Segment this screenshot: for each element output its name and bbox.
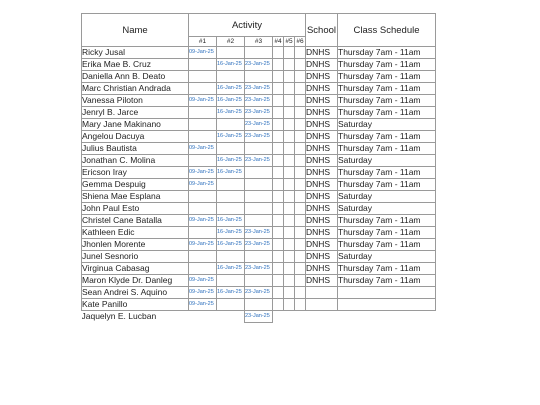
- activity-1-date[interactable]: [189, 191, 217, 203]
- activity-3-date[interactable]: [245, 191, 273, 203]
- activity-6-date[interactable]: [295, 167, 306, 179]
- activity-1-date[interactable]: 09-Jan-25: [189, 215, 217, 227]
- school-cell[interactable]: DNHS: [306, 179, 338, 191]
- school-cell[interactable]: DNHS: [306, 95, 338, 107]
- table-row: [82, 179, 436, 191]
- header-activity: Activity: [189, 14, 306, 37]
- table-row: [82, 107, 436, 119]
- activity-1-date[interactable]: [189, 131, 217, 143]
- activity-4-date[interactable]: [273, 203, 284, 215]
- activity-3-date[interactable]: [245, 47, 273, 59]
- activity-2-date[interactable]: [217, 191, 245, 203]
- table-row: [82, 203, 436, 215]
- activity-5-date[interactable]: [284, 251, 295, 263]
- activity-6-date[interactable]: [295, 287, 306, 299]
- class-schedule-cell[interactable]: Thursday 7am - 11am: [338, 167, 436, 179]
- activity-1-date[interactable]: [189, 251, 217, 263]
- school-cell[interactable]: DNHS: [306, 83, 338, 95]
- activity-6-date[interactable]: [295, 155, 306, 167]
- activity-6-date[interactable]: [295, 179, 306, 191]
- activity-5-date[interactable]: [284, 167, 295, 179]
- activity-5-date[interactable]: [284, 107, 295, 119]
- activity-2-date[interactable]: 16-Jan-25: [217, 107, 245, 119]
- activity-5-date[interactable]: [284, 179, 295, 191]
- activity-5-date[interactable]: [284, 155, 295, 167]
- table-row: [82, 119, 436, 131]
- activity-6-date[interactable]: [295, 239, 306, 251]
- table-row: [82, 71, 436, 83]
- activity-5-date[interactable]: [284, 299, 295, 311]
- activity-col-2: #2: [217, 37, 245, 47]
- activity-4-date[interactable]: [273, 155, 284, 167]
- school-cell[interactable]: DNHS: [306, 131, 338, 143]
- activity-3-date[interactable]: 23-Jan-25: [245, 107, 273, 119]
- activity-4-date[interactable]: [273, 167, 284, 179]
- activity-col-4: #4: [274, 38, 282, 45]
- activity-3-date[interactable]: 23-Jan-25: [245, 287, 273, 299]
- table-row: [82, 143, 436, 155]
- table-body: [82, 47, 436, 323]
- activity-6-date[interactable]: [295, 131, 306, 143]
- activity-3-date[interactable]: 23-Jan-25: [245, 131, 273, 143]
- activity-3-date[interactable]: [245, 179, 273, 191]
- activity-1-date[interactable]: [189, 263, 217, 275]
- activity-2-date[interactable]: [217, 47, 245, 59]
- activity-2-date[interactable]: [217, 179, 245, 191]
- attendance-sheet: [81, 13, 436, 323]
- school-cell[interactable]: DNHS: [306, 275, 338, 287]
- activity-6-date[interactable]: [295, 83, 306, 95]
- class-schedule-cell[interactable]: Thursday 7am - 11am: [338, 83, 436, 95]
- activity-4-date[interactable]: [273, 143, 284, 155]
- activity-2-date[interactable]: [217, 119, 245, 131]
- table-row: [82, 95, 436, 107]
- activity-5-date[interactable]: [284, 131, 295, 143]
- activity-1-date[interactable]: [189, 227, 217, 239]
- activity-3-date[interactable]: 23-Jan-25: [245, 263, 273, 275]
- activity-2-date[interactable]: 16-Jan-25: [217, 263, 245, 275]
- activity-3-date[interactable]: [245, 275, 273, 287]
- activity-4-date[interactable]: [273, 179, 284, 191]
- table-row: [82, 263, 436, 275]
- activity-1-date[interactable]: [189, 83, 217, 95]
- header-class-schedule: Class Schedule: [338, 14, 436, 47]
- activity-4-date[interactable]: [273, 227, 284, 239]
- activity-6-date[interactable]: [295, 311, 306, 323]
- class-schedule-cell[interactable]: [338, 299, 436, 311]
- activity-6-date[interactable]: [295, 251, 306, 263]
- activity-1-date[interactable]: 09-Jan-25: [189, 239, 217, 251]
- activity-1-date[interactable]: [189, 71, 217, 83]
- class-schedule-cell[interactable]: Thursday 7am - 11am: [338, 215, 436, 227]
- activity-2-date[interactable]: 16-Jan-25: [217, 83, 245, 95]
- activity-1-date[interactable]: 09-Jan-25: [189, 167, 217, 179]
- activity-4-date[interactable]: [273, 311, 284, 323]
- activity-1-date[interactable]: 09-Jan-25: [189, 47, 217, 59]
- student-name[interactable]: Kate Panillo: [82, 299, 189, 311]
- activity-3-date[interactable]: [245, 143, 273, 155]
- activity-col-3: #3: [245, 37, 273, 47]
- activity-6-date[interactable]: [295, 71, 306, 83]
- activity-1-date[interactable]: [189, 119, 217, 131]
- activity-2-date[interactable]: 16-Jan-25: [217, 227, 245, 239]
- student-name[interactable]: Vanessa Piloton: [82, 95, 189, 107]
- activity-1-date[interactable]: 09-Jan-25: [189, 287, 217, 299]
- student-name[interactable]: Ricky Jusal: [82, 47, 189, 59]
- activity-2-date[interactable]: 16-Jan-25: [217, 59, 245, 71]
- activity-5-date[interactable]: [284, 203, 295, 215]
- class-schedule-cell[interactable]: Thursday 7am - 11am: [338, 227, 436, 239]
- activity-1-date[interactable]: [189, 155, 217, 167]
- activity-5-date[interactable]: [284, 71, 295, 83]
- table-row: [82, 131, 436, 143]
- activity-3-date[interactable]: [245, 71, 273, 83]
- activity-6-date[interactable]: [295, 47, 306, 59]
- activity-1-date[interactable]: 09-Jan-25: [189, 275, 217, 287]
- activity-3-date[interactable]: 23-Jan-25: [245, 155, 273, 167]
- activity-1-date[interactable]: 09-Jan-25: [189, 179, 217, 191]
- activity-col-6: #6: [296, 38, 304, 45]
- activity-2-date[interactable]: 16-Jan-25: [217, 287, 245, 299]
- activity-3-date[interactable]: [245, 251, 273, 263]
- class-schedule-cell[interactable]: Thursday 7am - 11am: [338, 107, 436, 119]
- student-name[interactable]: John Paul Esto: [82, 203, 189, 215]
- activity-3-date[interactable]: 23-Jan-25: [245, 59, 273, 71]
- student-name[interactable]: Mary Jane Makinano: [82, 119, 189, 131]
- activity-6-date[interactable]: [295, 275, 306, 287]
- class-schedule-cell[interactable]: Thursday 7am - 11am: [338, 71, 436, 83]
- activity-4-date[interactable]: [273, 239, 284, 251]
- class-schedule-cell[interactable]: Thursday 7am - 11am: [338, 47, 436, 59]
- class-schedule-cell[interactable]: Thursday 7am - 11am: [338, 263, 436, 275]
- activity-2-date[interactable]: [217, 251, 245, 263]
- activity-4-date[interactable]: [273, 107, 284, 119]
- activity-4-date[interactable]: [273, 59, 284, 71]
- activity-5-date[interactable]: [284, 275, 295, 287]
- school-cell[interactable]: [306, 287, 338, 299]
- school-cell[interactable]: [306, 311, 338, 323]
- school-cell[interactable]: DNHS: [306, 263, 338, 275]
- activity-4-date[interactable]: [273, 71, 284, 83]
- student-name[interactable]: Shiena Mae Esplana: [82, 191, 189, 203]
- class-schedule-cell[interactable]: Thursday 7am - 11am: [338, 59, 436, 71]
- table-row: [82, 167, 436, 179]
- student-name[interactable]: Erika Mae B. Cruz: [82, 59, 189, 71]
- student-name[interactable]: Maron Klyde Dr. Danleg: [82, 275, 189, 287]
- class-schedule-cell[interactable]: Saturday: [338, 251, 436, 263]
- class-schedule-cell[interactable]: [338, 287, 436, 299]
- student-name[interactable]: Angelou Dacuya: [82, 131, 189, 143]
- student-name[interactable]: Jhonlen Morente: [82, 239, 189, 251]
- activity-4-date[interactable]: [273, 287, 284, 299]
- activity-5-date[interactable]: [284, 119, 295, 131]
- activity-6-date[interactable]: [295, 107, 306, 119]
- class-schedule-cell[interactable]: Saturday: [338, 155, 436, 167]
- activity-5-date[interactable]: [284, 239, 295, 251]
- activity-2-date[interactable]: 16-Jan-25: [217, 167, 245, 179]
- activity-5-date[interactable]: [284, 311, 295, 323]
- activity-col-5: #5: [285, 38, 293, 45]
- table-row: [82, 47, 436, 59]
- class-schedule-cell[interactable]: Thursday 7am - 11am: [338, 275, 436, 287]
- activity-1-date[interactable]: 09-Jan-25: [189, 299, 217, 311]
- table-row: [82, 299, 436, 311]
- activity-5-date[interactable]: [284, 191, 295, 203]
- activity-2-date[interactable]: 16-Jan-25: [217, 95, 245, 107]
- activity-3-date[interactable]: 23-Jan-25: [245, 95, 273, 107]
- activity-5-date[interactable]: [284, 227, 295, 239]
- class-schedule-cell[interactable]: Thursday 7am - 11am: [338, 239, 436, 251]
- activity-3-date[interactable]: 23-Jan-25: [245, 239, 273, 251]
- class-schedule-cell[interactable]: Saturday: [338, 203, 436, 215]
- activity-3-date[interactable]: [245, 167, 273, 179]
- table-row: [82, 191, 436, 203]
- activity-2-date[interactable]: [217, 275, 245, 287]
- activity-2-date[interactable]: [217, 143, 245, 155]
- activity-5-date[interactable]: [284, 83, 295, 95]
- school-cell[interactable]: [306, 299, 338, 311]
- school-cell[interactable]: DNHS: [306, 227, 338, 239]
- school-cell[interactable]: DNHS: [306, 203, 338, 215]
- activity-6-date[interactable]: [295, 299, 306, 311]
- table-row: [82, 251, 436, 263]
- activity-4-date[interactable]: [273, 275, 284, 287]
- class-schedule-cell[interactable]: [338, 311, 436, 323]
- activity-4-date[interactable]: [273, 131, 284, 143]
- student-name[interactable]: Virginua Cabasag: [82, 263, 189, 275]
- table-row: [82, 215, 436, 227]
- activity-5-date[interactable]: [284, 143, 295, 155]
- activity-3-date[interactable]: [245, 203, 273, 215]
- table-row: [82, 275, 436, 287]
- activity-5-date[interactable]: [284, 263, 295, 275]
- activity-3-date[interactable]: [245, 215, 273, 227]
- activity-6-date[interactable]: [295, 59, 306, 71]
- table-row: [82, 83, 436, 95]
- activity-2-date[interactable]: [217, 311, 245, 323]
- school-cell[interactable]: DNHS: [306, 47, 338, 59]
- activity-1-date[interactable]: 09-Jan-25: [189, 95, 217, 107]
- school-cell[interactable]: DNHS: [306, 107, 338, 119]
- class-schedule-cell[interactable]: Thursday 7am - 11am: [338, 95, 436, 107]
- activity-6-date[interactable]: [295, 227, 306, 239]
- activity-5-date[interactable]: [284, 95, 295, 107]
- school-cell[interactable]: DNHS: [306, 59, 338, 71]
- table-row: [82, 155, 436, 167]
- table-row: [82, 311, 436, 323]
- student-name[interactable]: Jonathan C. Molina: [82, 155, 189, 167]
- activity-2-date[interactable]: 16-Jan-25: [217, 155, 245, 167]
- school-cell[interactable]: DNHS: [306, 167, 338, 179]
- activity-2-date[interactable]: [217, 71, 245, 83]
- activity-1-date[interactable]: [189, 59, 217, 71]
- school-cell[interactable]: DNHS: [306, 251, 338, 263]
- student-name[interactable]: Christel Cane Batalla: [82, 215, 189, 227]
- activity-4-date[interactable]: [273, 95, 284, 107]
- activity-4-date[interactable]: [273, 47, 284, 59]
- student-name[interactable]: Jaquelyn E. Lucban: [81, 311, 157, 322]
- activity-3-date[interactable]: 23-Jan-25: [245, 311, 273, 323]
- header-school: School: [306, 14, 338, 47]
- activity-5-date[interactable]: [284, 287, 295, 299]
- activity-4-date[interactable]: [273, 83, 284, 95]
- student-name[interactable]: Ericson Iray: [82, 167, 189, 179]
- school-cell[interactable]: DNHS: [306, 71, 338, 83]
- activity-col-1: #1: [189, 37, 217, 47]
- activity-6-date[interactable]: [295, 215, 306, 227]
- class-schedule-cell[interactable]: Thursday 7am - 11am: [338, 179, 436, 191]
- student-name[interactable]: Junel Sesnorio: [82, 251, 189, 263]
- activity-5-date[interactable]: [284, 215, 295, 227]
- activity-5-date[interactable]: [284, 59, 295, 71]
- school-cell[interactable]: DNHS: [306, 215, 338, 227]
- table-row: [82, 287, 436, 299]
- table-row: [82, 59, 436, 71]
- class-schedule-cell[interactable]: Saturday: [338, 119, 436, 131]
- activity-2-date[interactable]: 16-Jan-25: [217, 131, 245, 143]
- school-cell[interactable]: DNHS: [306, 143, 338, 155]
- school-cell[interactable]: DNHS: [306, 119, 338, 131]
- student-name[interactable]: Marc Christian Andrada: [82, 83, 189, 95]
- school-cell[interactable]: DNHS: [306, 239, 338, 251]
- class-schedule-cell[interactable]: Saturday: [338, 191, 436, 203]
- activity-2-date[interactable]: [217, 299, 245, 311]
- activity-4-date[interactable]: [273, 191, 284, 203]
- activity-2-date[interactable]: [217, 203, 245, 215]
- activity-4-date[interactable]: [273, 299, 284, 311]
- activity-1-date[interactable]: [189, 311, 217, 323]
- student-name[interactable]: Daniella Ann B. Deato: [82, 71, 189, 83]
- activity-6-date[interactable]: [295, 143, 306, 155]
- student-name[interactable]: Kathleen Edic: [82, 227, 189, 239]
- activity-6-date[interactable]: [295, 191, 306, 203]
- school-cell[interactable]: DNHS: [306, 155, 338, 167]
- activity-6-date[interactable]: [295, 119, 306, 131]
- activity-1-date[interactable]: [189, 107, 217, 119]
- student-name[interactable]: Gemma Despuig: [82, 179, 189, 191]
- activity-4-date[interactable]: [273, 251, 284, 263]
- activity-2-date[interactable]: 16-Jan-25: [217, 239, 245, 251]
- class-schedule-cell[interactable]: Thursday 7am - 11am: [338, 143, 436, 155]
- activity-4-date[interactable]: [273, 263, 284, 275]
- activity-3-date[interactable]: [245, 299, 273, 311]
- activity-5-date[interactable]: [284, 47, 295, 59]
- header-name: Name: [82, 14, 189, 47]
- student-name[interactable]: Jenryl B. Jarce: [82, 107, 189, 119]
- student-name[interactable]: Julius Bautista: [82, 143, 189, 155]
- activity-4-date[interactable]: [273, 119, 284, 131]
- activity-1-date[interactable]: 09-Jan-25: [189, 143, 217, 155]
- table-row: [82, 239, 436, 251]
- activity-1-date[interactable]: [189, 203, 217, 215]
- class-schedule-cell[interactable]: Thursday 7am - 11am: [338, 131, 436, 143]
- activity-3-date[interactable]: 23-Jan-25: [245, 119, 273, 131]
- activity-6-date[interactable]: [295, 203, 306, 215]
- activity-4-date[interactable]: [273, 215, 284, 227]
- activity-2-date[interactable]: 16-Jan-25: [217, 215, 245, 227]
- student-name[interactable]: Sean Andrei S. Aquino: [82, 287, 189, 299]
- activity-3-date[interactable]: 23-Jan-25: [245, 83, 273, 95]
- activity-6-date[interactable]: [295, 263, 306, 275]
- table-row: [82, 227, 436, 239]
- school-cell[interactable]: DNHS: [306, 191, 338, 203]
- activity-6-date[interactable]: [295, 95, 306, 107]
- activity-3-date[interactable]: 23-Jan-25: [245, 227, 273, 239]
